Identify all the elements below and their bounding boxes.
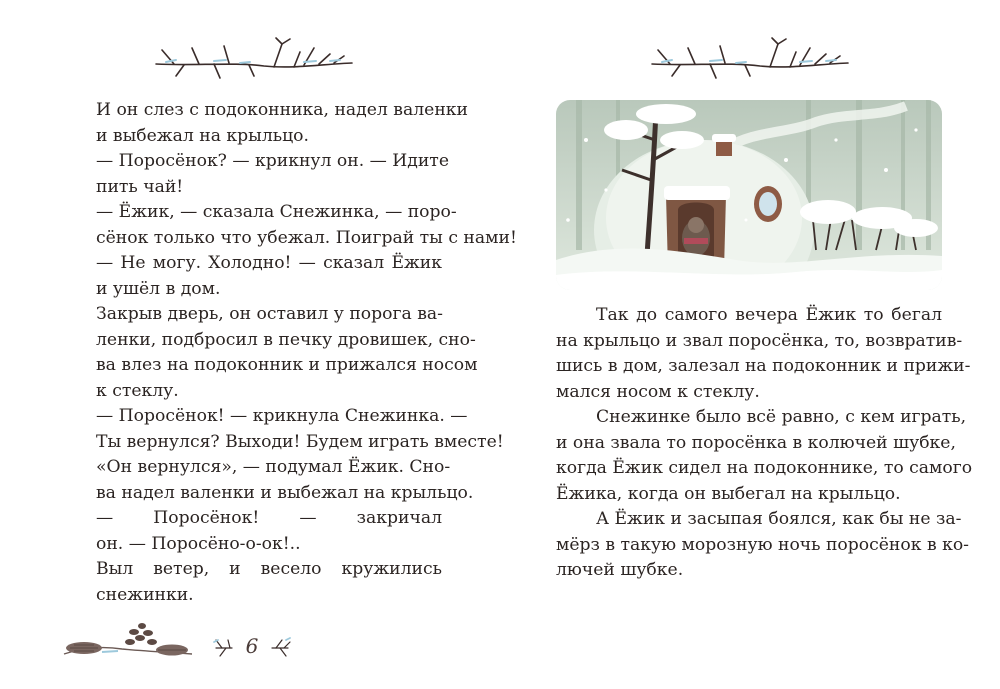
branch-ornament-icon [154, 36, 354, 86]
left-text-block [96, 98, 517, 608]
text-line: пить чай! [96, 176, 184, 197]
page-number: 6 [245, 634, 259, 658]
text-line: мался носом к стеклу. [556, 381, 760, 402]
paragraph [96, 455, 474, 506]
text-line: Ты вернулся? Выходи! Будем играть вместе! [96, 431, 504, 452]
paragraph [556, 405, 973, 507]
text-line: «Он вернулся», — подумал Ёжик. Сно- [96, 457, 451, 477]
page-number-block [210, 630, 294, 662]
text-line: — Поросёнок! — крикнула Снежинка. — [96, 406, 468, 426]
winter-house-illustration [556, 100, 942, 290]
text-line: и она звала то поросёнка в колючей шубке, [556, 432, 956, 453]
text-line: — Поросёнок! — закричал [96, 508, 442, 528]
paragraph [96, 302, 478, 404]
branch-ornament-icon [650, 36, 850, 86]
paragraph [96, 404, 504, 455]
text-line: ва надел валенки и выбежал на крыльцо. [96, 482, 474, 503]
right-text-block [556, 303, 973, 584]
text-line: шись в дом, залезал на подоконник и прижи- [556, 356, 971, 376]
paragraph [556, 507, 969, 584]
text-line: И он слез с подоконника, надел валенки [96, 100, 468, 120]
text-line: и ушёл в дом. [96, 278, 221, 299]
text-line: Так до самого вечера Ёжик то бегал [596, 305, 942, 325]
paragraph [96, 200, 517, 251]
paragraph [96, 506, 442, 557]
right-page [500, 0, 1000, 689]
text-line: когда Ёжик сидел на подоконнике, то самого [556, 458, 973, 478]
pinecone-ornament-icon [62, 618, 202, 662]
paragraph [556, 303, 971, 405]
text-line: А Ёжик и засыпая боялся, как бы не за- [596, 509, 962, 529]
paragraph [96, 98, 468, 149]
text-line: к стеклу. [96, 380, 179, 401]
text-line: Выл ветер, и весело кружились [96, 559, 442, 579]
text-line: на крыльцо и звал поросёнка, то, возвратив- [556, 330, 963, 351]
paragraph [96, 251, 442, 302]
paragraph [96, 557, 442, 608]
paragraph [96, 149, 449, 200]
text-line: — Не могу. Холодно! — сказал Ёжик [96, 253, 442, 273]
text-line: — Ёжик, — сказала Снежинка, — поро- [96, 202, 457, 222]
text-line: — Поросёнок? — крикнул он. — Идите [96, 151, 449, 171]
text-line: ва влез на подоконник и прижался носом [96, 355, 478, 375]
text-line: лючей шубке. [556, 560, 684, 580]
text-line: и выбежал на крыльцо. [96, 125, 309, 146]
text-line: ленки, подбросил в печку дровишек, сно- [96, 329, 476, 350]
text-line: снежинки. [96, 584, 194, 605]
text-line: сёнок только что убежал. Поиграй ты с нами! [96, 227, 517, 248]
text-line: он. — Поросёно-о-ок!.. [96, 533, 301, 554]
text-line: мёрз в такую морозную ночь поросёнок в ко- [556, 534, 969, 555]
text-line: Закрыв дверь, он оставил у порога ва- [96, 304, 443, 324]
text-line: Снежинке было всё равно, с кем играть, [596, 407, 967, 427]
text-line: Ёжика, когда он выбегал на крыльцо. [556, 483, 901, 504]
